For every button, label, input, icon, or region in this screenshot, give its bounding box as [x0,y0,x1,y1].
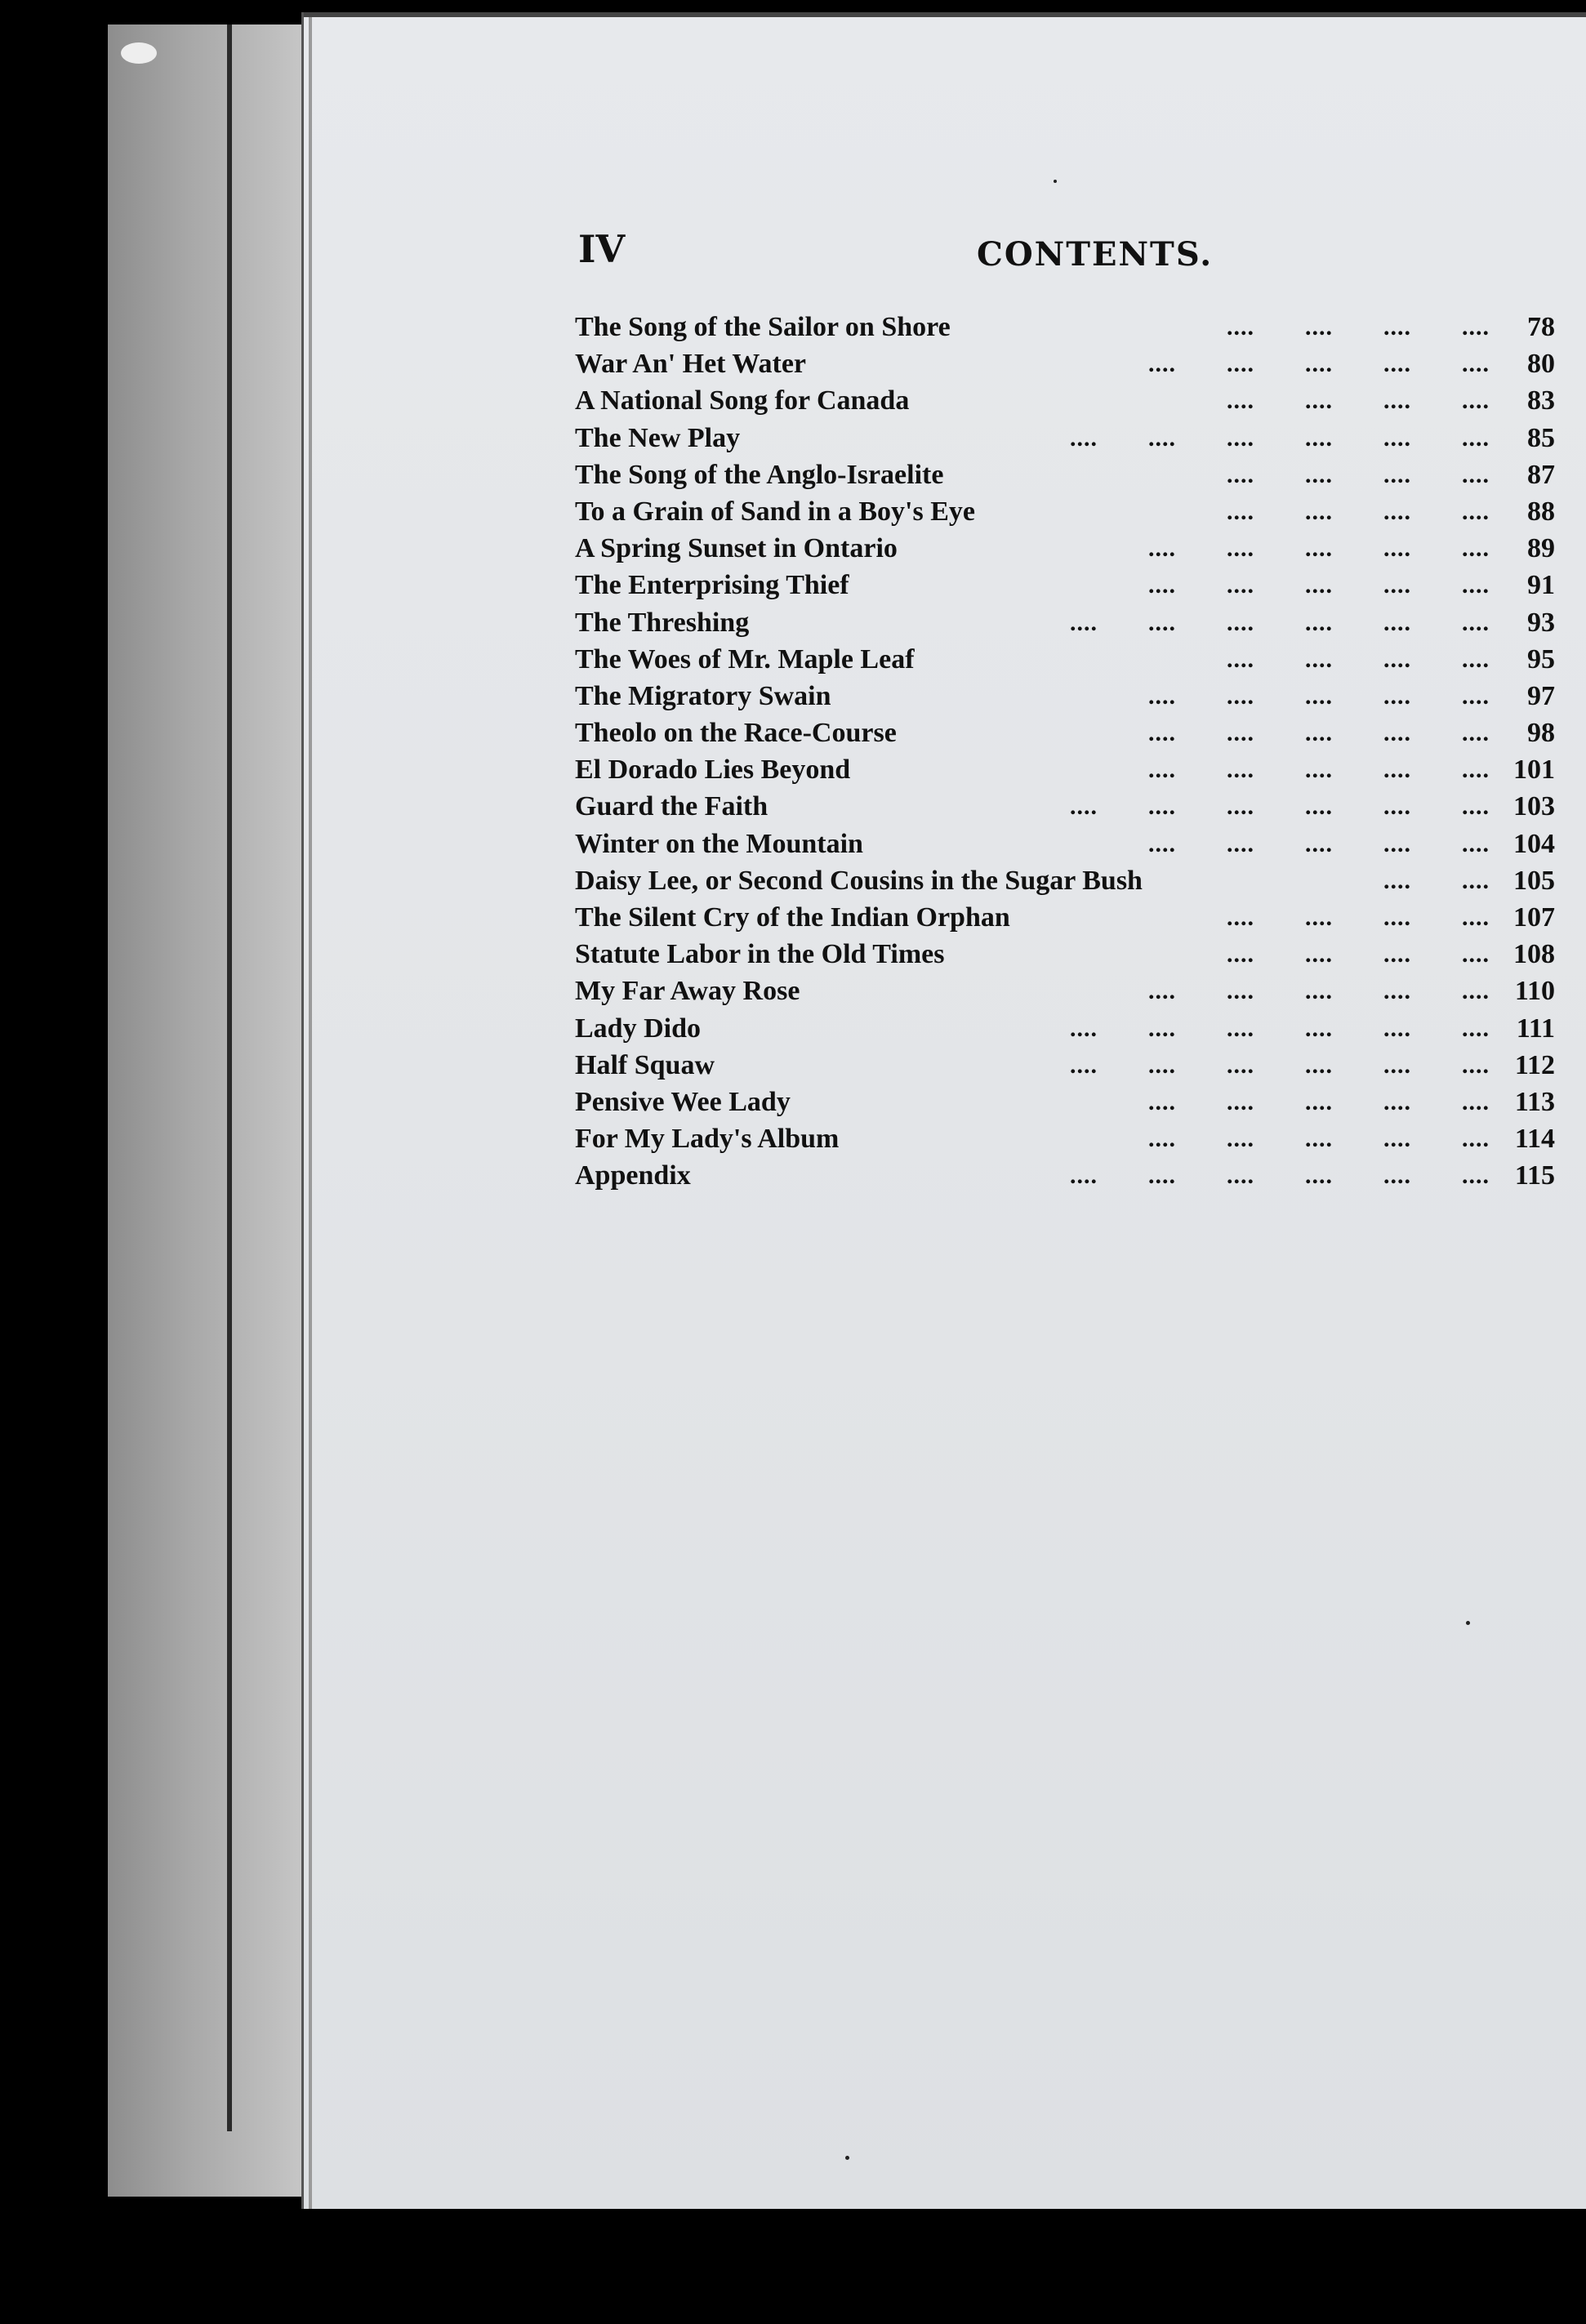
dot-leader: .... .... .... .... .... [1148,830,1490,857]
toc-entry-page: 110 [1514,976,1555,1007]
toc-entry [575,973,1555,1009]
toc-entry-page: 88 [1527,496,1555,527]
toc-entry [575,309,1555,345]
toc-entry-title: El Dorado Lies Beyond [575,755,851,786]
dot-leader: .... .... .... .... .... [1148,977,1490,1005]
dot-leader: .... .... .... .... [1227,461,1490,488]
toc-entry-title: A Spring Sunset in Ontario [575,533,898,564]
toc-entry-title: The Song of the Anglo-Israelite [575,459,944,490]
toc-entry [575,678,1555,715]
dot-leader: .... .... .... .... .... [1148,535,1490,563]
scan-speck [121,42,157,64]
toc-entry-title: Appendix [575,1160,691,1191]
toc-entry-page: 114 [1514,1124,1555,1155]
toc-entry [575,899,1555,936]
toc-entry-page: 87 [1527,459,1555,490]
toc-entry-title: The Migratory Swain [575,680,831,711]
toc-entry-page: 111 [1516,1013,1555,1044]
toc-entry-page: 83 [1527,385,1555,416]
contents-list [575,309,1555,1195]
dot-leader: .... .... .... .... .... [1148,756,1490,784]
toc-entry-title: To a Grain of Sand in a Boy's Eye [575,496,975,527]
toc-entry-title: Half Squaw [575,1049,715,1080]
toc-entry [575,420,1555,456]
toc-entry [575,862,1555,899]
toc-entry-title: My Far Away Rose [575,976,800,1007]
toc-entry-page: 104 [1513,828,1555,859]
toc-entry-page: 108 [1513,939,1555,970]
toc-entry-title: The Silent Cry of the Indian Orphan [575,902,1010,933]
page-number: IV [578,227,626,271]
toc-entry-page: 101 [1513,755,1555,786]
dot-leader: .... .... .... .... .... [1148,572,1490,599]
toc-entry-page: 115 [1514,1160,1555,1191]
dot-leader: .... .... .... .... .... [1148,1125,1490,1153]
toc-entry-page: 91 [1527,570,1555,601]
toc-entry [575,1157,1555,1194]
toc-entry [575,493,1555,530]
toc-entry-title: A National Song for Canada [575,385,910,416]
dot-leader: .... .... .... .... [1227,645,1490,673]
toc-entry-page: 98 [1527,718,1555,749]
toc-entry-title: Guard the Faith [575,791,768,822]
dot-leader: .... .... .... .... .... .... [1070,424,1490,452]
toc-entry [575,826,1555,862]
page-top-edge [304,12,1586,17]
toc-entry-page: 103 [1513,791,1555,822]
toc-entry-page: 97 [1527,680,1555,711]
toc-entry [575,345,1555,382]
dot-leader: .... .... .... .... [1227,497,1490,525]
toc-entry [575,641,1555,678]
toc-entry-page: 113 [1514,1086,1555,1117]
binding-shadow [227,24,232,2131]
dot-leader: .... .... .... .... .... .... [1070,793,1490,821]
toc-entry-title: Winter on the Mountain [575,828,863,859]
dot-leader: .... .... .... .... .... [1148,682,1490,710]
toc-entry-page: 89 [1527,533,1555,564]
dot-leader: .... .... .... .... .... .... [1070,1051,1490,1079]
toc-entry [575,936,1555,973]
toc-entry-title: Lady Dido [575,1013,701,1044]
toc-entry [575,604,1555,641]
toc-entry [575,1084,1555,1120]
toc-entry-page: 93 [1527,607,1555,638]
dot-leader: .... .... .... .... .... .... [1070,1014,1490,1042]
dot-leader: .... .... .... .... [1227,904,1490,931]
toc-entry-title: The New Play [575,422,741,453]
toc-entry-title: The Woes of Mr. Maple Leaf [575,643,915,674]
dot-leader: .... .... [1383,866,1490,894]
scan-speck [845,2156,849,2160]
toc-entry-title: For My Lady's Album [575,1124,840,1155]
page-margin-rule [309,12,312,2209]
toc-entry-title: Theolo on the Race-Course [575,718,897,749]
toc-entry [575,1010,1555,1047]
toc-entry-title: Statute Labor in the Old Times [575,939,945,970]
toc-entry-page: 78 [1527,312,1555,342]
toc-entry-title: The Song of the Sailor on Shore [575,312,951,342]
toc-entry [575,1047,1555,1084]
toc-entry-title: War An' Het Water [575,349,807,380]
dot-leader: .... .... .... .... .... .... [1070,1162,1490,1190]
toc-entry-title: The Threshing [575,607,750,638]
facing-leaf-edge [108,24,312,2197]
dot-leader: .... .... .... .... .... [1148,350,1490,378]
toc-entry [575,530,1555,567]
toc-entry-page: 105 [1513,865,1555,896]
toc-entry-page: 107 [1513,902,1555,933]
toc-entry-page: 85 [1527,422,1555,453]
toc-entry-page: 95 [1527,643,1555,674]
page-title: CONTENTS. [977,235,1214,274]
dot-leader: .... .... .... .... .... [1148,719,1490,747]
toc-entry [575,567,1555,603]
scan-speck [1054,180,1057,183]
toc-entry [575,788,1555,825]
scan-speck [1466,1621,1470,1625]
toc-entry [575,382,1555,419]
dot-leader: .... .... .... .... .... [1148,1088,1490,1115]
dot-leader: .... .... .... .... [1227,941,1490,968]
toc-entry [575,715,1555,751]
dot-leader: .... .... .... .... .... .... [1070,608,1490,636]
toc-entry [575,456,1555,493]
toc-entry [575,751,1555,788]
toc-entry-title: Pensive Wee Lady [575,1086,791,1117]
toc-entry [575,1120,1555,1157]
toc-entry-page: 80 [1527,349,1555,380]
toc-entry-page: 112 [1514,1049,1555,1080]
toc-entry-title: The Enterprising Thief [575,570,849,601]
toc-entry-title: Daisy Lee, or Second Cousins in the Sugar Bush [575,865,1143,896]
dot-leader: .... .... .... .... [1227,314,1490,341]
dot-leader: .... .... .... .... [1227,387,1490,415]
